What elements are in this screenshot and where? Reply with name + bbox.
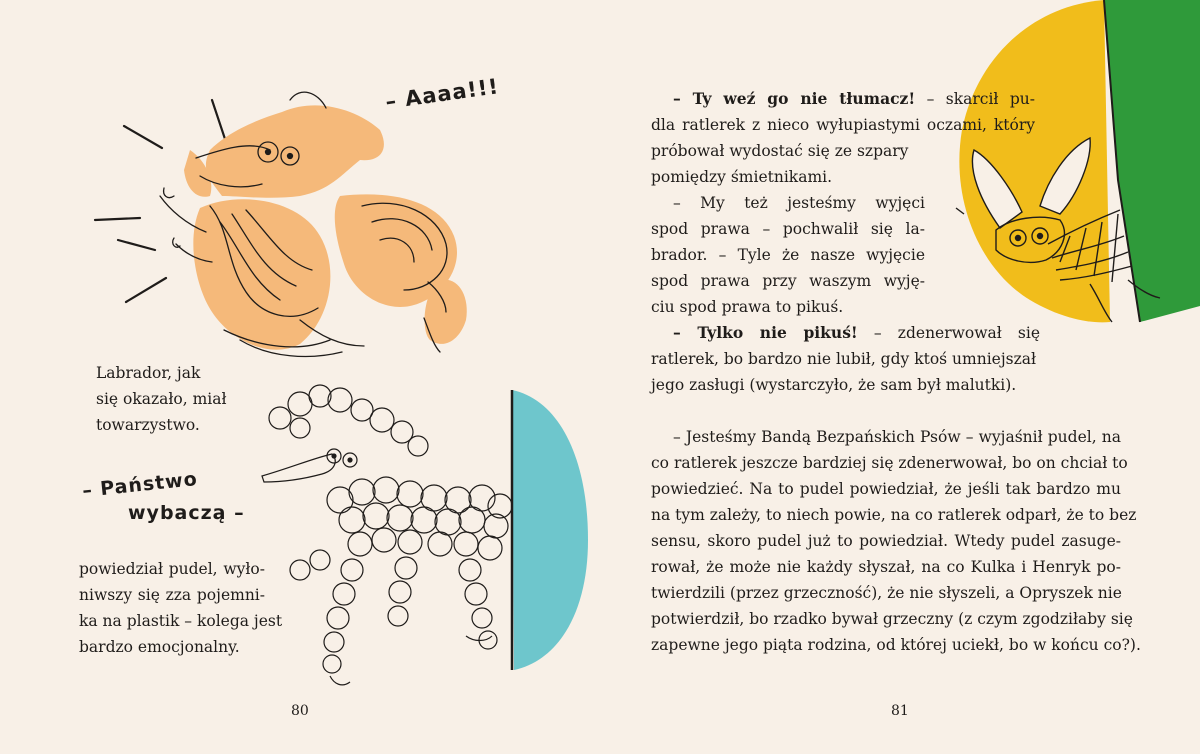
text-line: sensu, skoro pudel już to powiedział. Wtedy pudel zasuge- — [651, 532, 1121, 550]
text-line: rował, że może nie każdy słyszał, na co Kulka i Henryk po- — [651, 558, 1121, 576]
text-line: towarzystwo. — [96, 416, 200, 434]
right-text-block — [651, 86, 1041, 398]
text-line — [651, 320, 1040, 346]
text-line — [651, 86, 1035, 112]
text-line: niwszy się zza pojemni- — [79, 586, 265, 604]
text-line: – Jesteśmy Bandą Bezpańskich Psów – wyjaśnił pudel, na — [673, 428, 1121, 446]
bold-exclamation: – Tylko nie pikuś! — [673, 323, 858, 342]
right-paragraph-last — [651, 424, 1141, 658]
heading-panstwo: – Państwo — [81, 468, 199, 502]
left-paragraph-2 — [79, 556, 283, 660]
text-line: pomiędzy śmietnikami. — [651, 168, 833, 186]
page-number-left: 80 — [291, 703, 309, 719]
text-line: zapewne jego piąta rodzina, od której uciekł, bo w końcu co?). — [651, 636, 1141, 654]
text-line: ciu spod prawa to pikuś. — [651, 298, 844, 316]
text-line: – My też jesteśmy wyjęci — [673, 194, 925, 212]
text-line: dla ratlerek z nieco wyłupiastymi oczami, który — [651, 116, 1035, 134]
text-line: potwierdził, bo rzadko bywał grzeczny (z czym zgodziłaby się — [651, 610, 1133, 628]
text-line: twierdzili (przez grzeczność), że nie słyszeli, a Opryszek nie — [651, 584, 1122, 602]
text-line: ka na plastik – kolega jest — [79, 612, 283, 630]
text-line: spod prawa – pochwalił się la- — [651, 220, 925, 238]
text-line: jego zasługi (wystarczyło, że sam był malutki). — [651, 376, 1017, 394]
text-line: powiedział pudel, wyło- — [79, 560, 265, 578]
text-line: powiedzieć. Na to pudel powiedział, że jeśli tak bardzo mu — [651, 480, 1121, 498]
text-line: Labrador, jak — [96, 364, 201, 382]
text-span: – zdenerwował się — [857, 324, 1041, 342]
ratlerek-illustration — [0, 0, 1, 1]
text-line: ratlerek, bo bardzo nie lubił, gdy ktoś umniejszał — [651, 350, 1037, 368]
page-number-right: 81 — [891, 703, 909, 719]
text-line: się okazało, miał — [96, 390, 227, 408]
exclamation-aaaa: – Aaaa!!! — [383, 74, 501, 114]
text-line: co ratlerek jeszcze bardziej się zdenerwował, bo on chciał to — [651, 454, 1128, 472]
text-line: brador. – Tyle że nasze wyjęcie — [651, 246, 925, 264]
text-line: próbował wydostać się ze szpary — [651, 142, 909, 160]
left-paragraph-1 — [96, 360, 227, 438]
text-line: na tym zależy, to niech powie, na co ratlerek odparł, że to bez — [651, 506, 1137, 524]
heading-wybacza: wybaczą – — [128, 502, 245, 524]
text-line: spod prawa przy waszym wyję- — [651, 272, 925, 290]
text-line: bardzo emocjonalny. — [79, 638, 240, 656]
bold-exclamation: – Ty weź go nie tłumacz! — [673, 89, 916, 108]
text-span: – skarcił pu- — [915, 90, 1035, 108]
